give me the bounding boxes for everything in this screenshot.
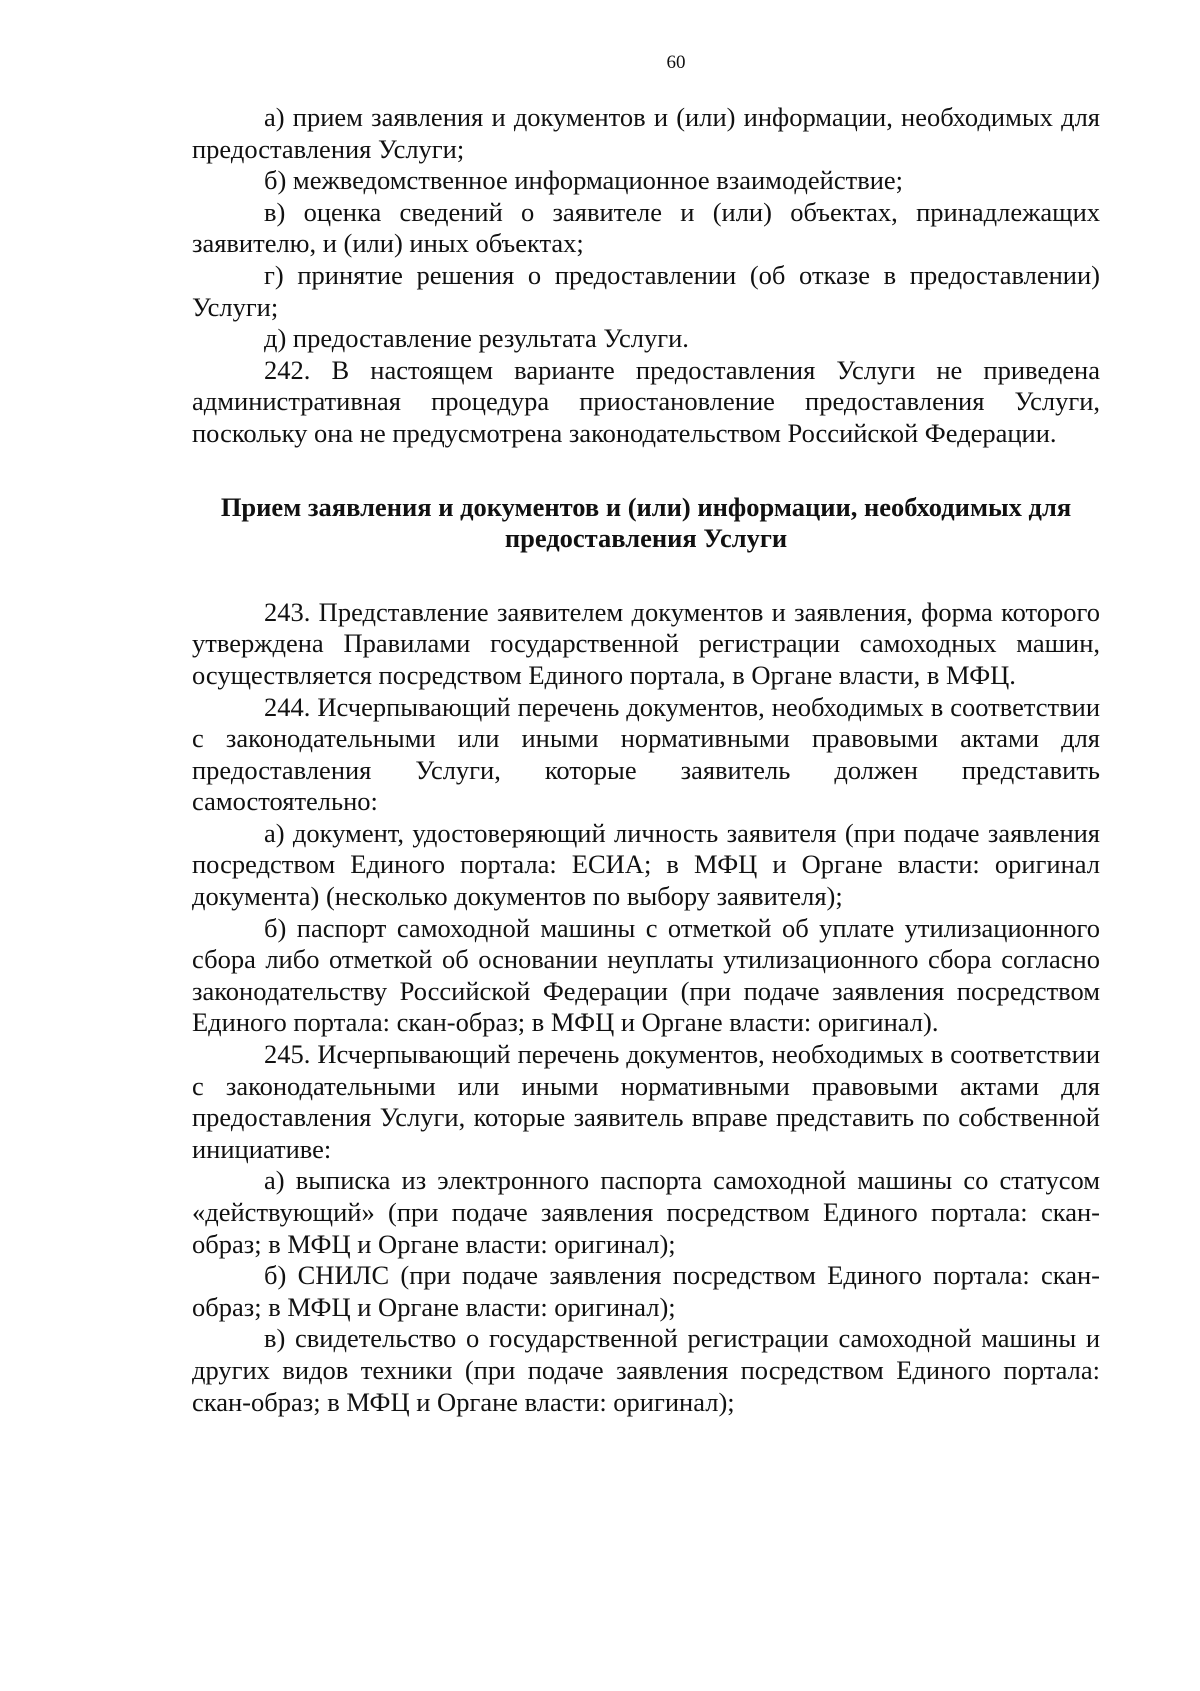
list-item-v: в) оценка сведений о заявителе и (или) объектах, принадлежащих заявителю, и (или) иных объектах; — [192, 196, 1100, 259]
list-item-245-a: а) выписка из электронного паспорта самоходной машины со статусом «действующий» (при подаче заявления посредством Единого портала: скан-образ; в МФЦ и Органе власти: оригинал); — [192, 1165, 1100, 1259]
list-item-a: а) прием заявления и документов и (или) информации, необходимых для предоставления Услуги; — [192, 102, 1100, 164]
paragraph-244: 244. Исчерпывающий перечень документов, необходимых в соответствии с законодательными или иными нормативными правовыми актами для предоставления Услуги, которые заявитель должен представить самостоятельно: — [192, 691, 1100, 817]
list-item-245-v: в) свидетельство о государственной регистрации самоходной машины и других видов техники (при подаче заявления посредством Единого портала: скан-образ; в МФЦ и Органе власти: оригинал); — [192, 1323, 1100, 1417]
paragraph-245: 245. Исчерпывающий перечень документов, необходимых в соответствии с законодательными или иными нормативными правовыми актами для предоставления Услуги, которые заявитель вправе представить по собственной инициативе: — [192, 1039, 1100, 1164]
list-item-b: б) межведомственное информационное взаимодействие; — [264, 165, 904, 196]
paragraph-242: 242. В настоящем варианте предоставления Услуги не приведена административная процедура приостановление предоставления Услуги, поскольку она не предусмотрена законодательством Российской Федерации. — [192, 354, 1100, 448]
list-item-g: г) принятие решения о предоставлении (об отказе в предоставлении) Услуги; — [192, 259, 1100, 322]
list-item-244-b: б) паспорт самоходной машины с отметкой об уплате утилизационного сбора либо отметкой об основании неуплаты утилизационного сбора согласно законодательству Российской Федерации (при подаче заявления посредством Единого портала: скан-образ; в МФЦ и Органе власти: оригинал). — [192, 912, 1100, 1038]
top-paragraphs — [192, 102, 1100, 450]
list-item-244-a: а) документ, удостоверяющий личность заявителя (при подаче заявления посредством Единого портала: ЕСИА; в МФЦ и Органе власти: оригинал документа) (несколько документов по выбору заявителя); — [192, 817, 1100, 912]
bottom-paragraphs — [192, 597, 1100, 1418]
page-number: 60 — [666, 52, 686, 73]
list-item-d: д) предоставление результата Услуги. — [264, 323, 689, 354]
list-item-245-b: б) СНИЛС (при подаче заявления посредством Единого портала: скан-образ; в МФЦ и Органе власти: оригинал); — [192, 1260, 1100, 1322]
paragraph-243: 243. Представление заявителем документов и заявления, форма которого утверждена Правилами государственной регистрации самоходных машин, осуществляется посредством Единого портала, в Органе власти, в МФЦ. — [192, 596, 1100, 690]
section-title: Прием заявления и документов и (или) информации, необходимых для предоставления Услуги — [220, 491, 1072, 554]
